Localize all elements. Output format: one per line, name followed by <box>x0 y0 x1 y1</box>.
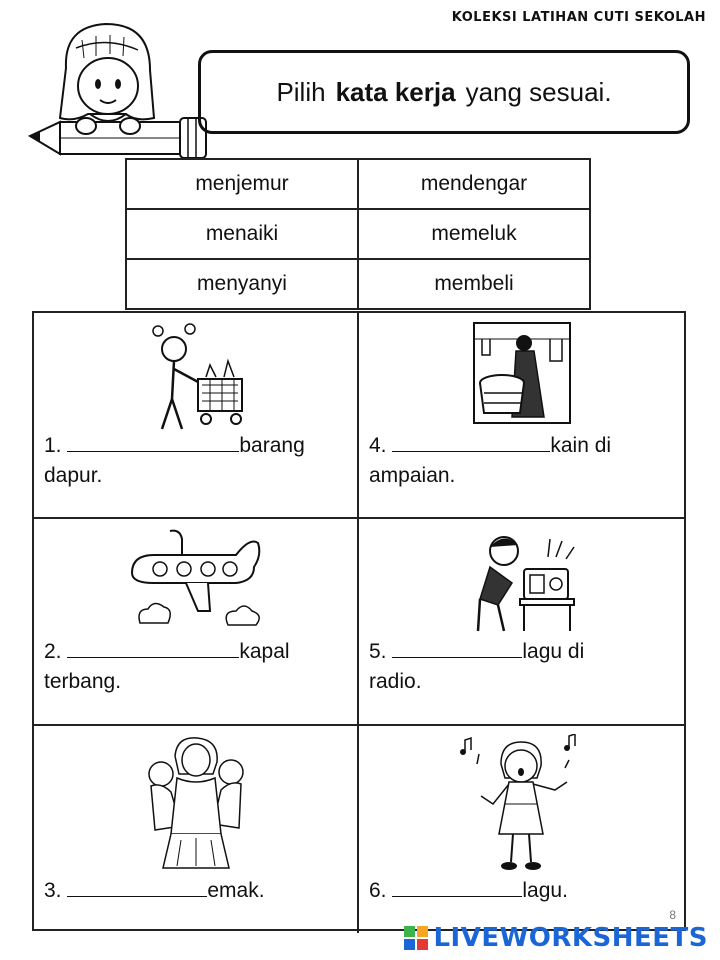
instruction-suffix: yang sesuai. <box>465 76 612 107</box>
word-bank-item: menyanyi <box>126 259 358 309</box>
question-number: 5. <box>369 640 387 663</box>
word-bank-item: menaiki <box>126 209 358 259</box>
series-title: KOLEKSI LATIHAN CUTI SEKOLAH <box>451 10 706 25</box>
question-number: 6. <box>369 879 387 902</box>
answer-blank-3[interactable] <box>67 876 207 897</box>
question-line2: ampaian. <box>369 464 456 487</box>
word-bank-item: memeluk <box>358 209 590 259</box>
girl-singing-illustration <box>457 734 587 874</box>
question-after-text: barang <box>239 434 305 457</box>
question-after-text: emak. <box>207 879 265 902</box>
question-text-4 <box>369 431 674 491</box>
question-cell-6 <box>359 726 684 933</box>
question-text-6 <box>369 876 674 906</box>
question-text-3 <box>44 876 347 906</box>
question-line2: dapur. <box>44 464 103 487</box>
liveworksheets-logo-icon <box>403 925 429 951</box>
question-cell-5 <box>359 519 684 726</box>
question-number: 1. <box>44 434 62 457</box>
word-bank-table <box>125 158 591 310</box>
word-bank-row <box>126 209 590 259</box>
airplane-illustration <box>126 527 266 631</box>
question-after-text: kapal <box>239 640 290 663</box>
question-number: 2. <box>44 640 62 663</box>
question-after-text: lagu. <box>522 879 568 902</box>
laundry-woman-illustration <box>472 321 572 425</box>
answer-blank-2[interactable] <box>67 637 239 658</box>
instruction-keyword: kata kerja <box>335 76 456 107</box>
question-cell-4 <box>359 313 684 519</box>
instruction-prefix: Pilih <box>276 76 326 107</box>
question-number: 3. <box>44 879 62 902</box>
answer-blank-1[interactable] <box>67 431 239 452</box>
question-text-1 <box>44 431 347 491</box>
word-bank-row <box>126 159 590 209</box>
answer-blank-6[interactable] <box>392 876 522 897</box>
question-after-text: lagu di <box>522 640 585 663</box>
brand-text: LIVEWORKSHEETS <box>433 923 708 953</box>
girl-with-pencil-illustration <box>26 18 216 163</box>
question-line2: terbang. <box>44 670 122 693</box>
question-cell-2 <box>34 519 359 726</box>
shopping-man-illustration <box>136 321 256 433</box>
question-text-5 <box>369 637 674 697</box>
question-cell-3 <box>34 726 359 933</box>
question-after-text: kain di <box>550 434 612 457</box>
man-listening-radio-illustration <box>464 527 580 637</box>
question-cell-1 <box>34 313 359 519</box>
liveworksheets-brand <box>403 921 708 955</box>
answer-blank-5[interactable] <box>392 637 522 658</box>
question-text-2 <box>44 637 347 697</box>
answer-blank-4[interactable] <box>392 431 550 452</box>
mother-hugging-children-illustration <box>141 734 251 870</box>
question-grid <box>32 311 686 931</box>
instruction-box <box>198 50 690 134</box>
question-number: 4. <box>369 434 387 457</box>
page-number: 8 <box>669 908 676 922</box>
word-bank-item: mendengar <box>358 159 590 209</box>
question-line2: radio. <box>369 670 422 693</box>
word-bank-row <box>126 259 590 309</box>
word-bank-item: membeli <box>358 259 590 309</box>
word-bank-item: menjemur <box>126 159 358 209</box>
